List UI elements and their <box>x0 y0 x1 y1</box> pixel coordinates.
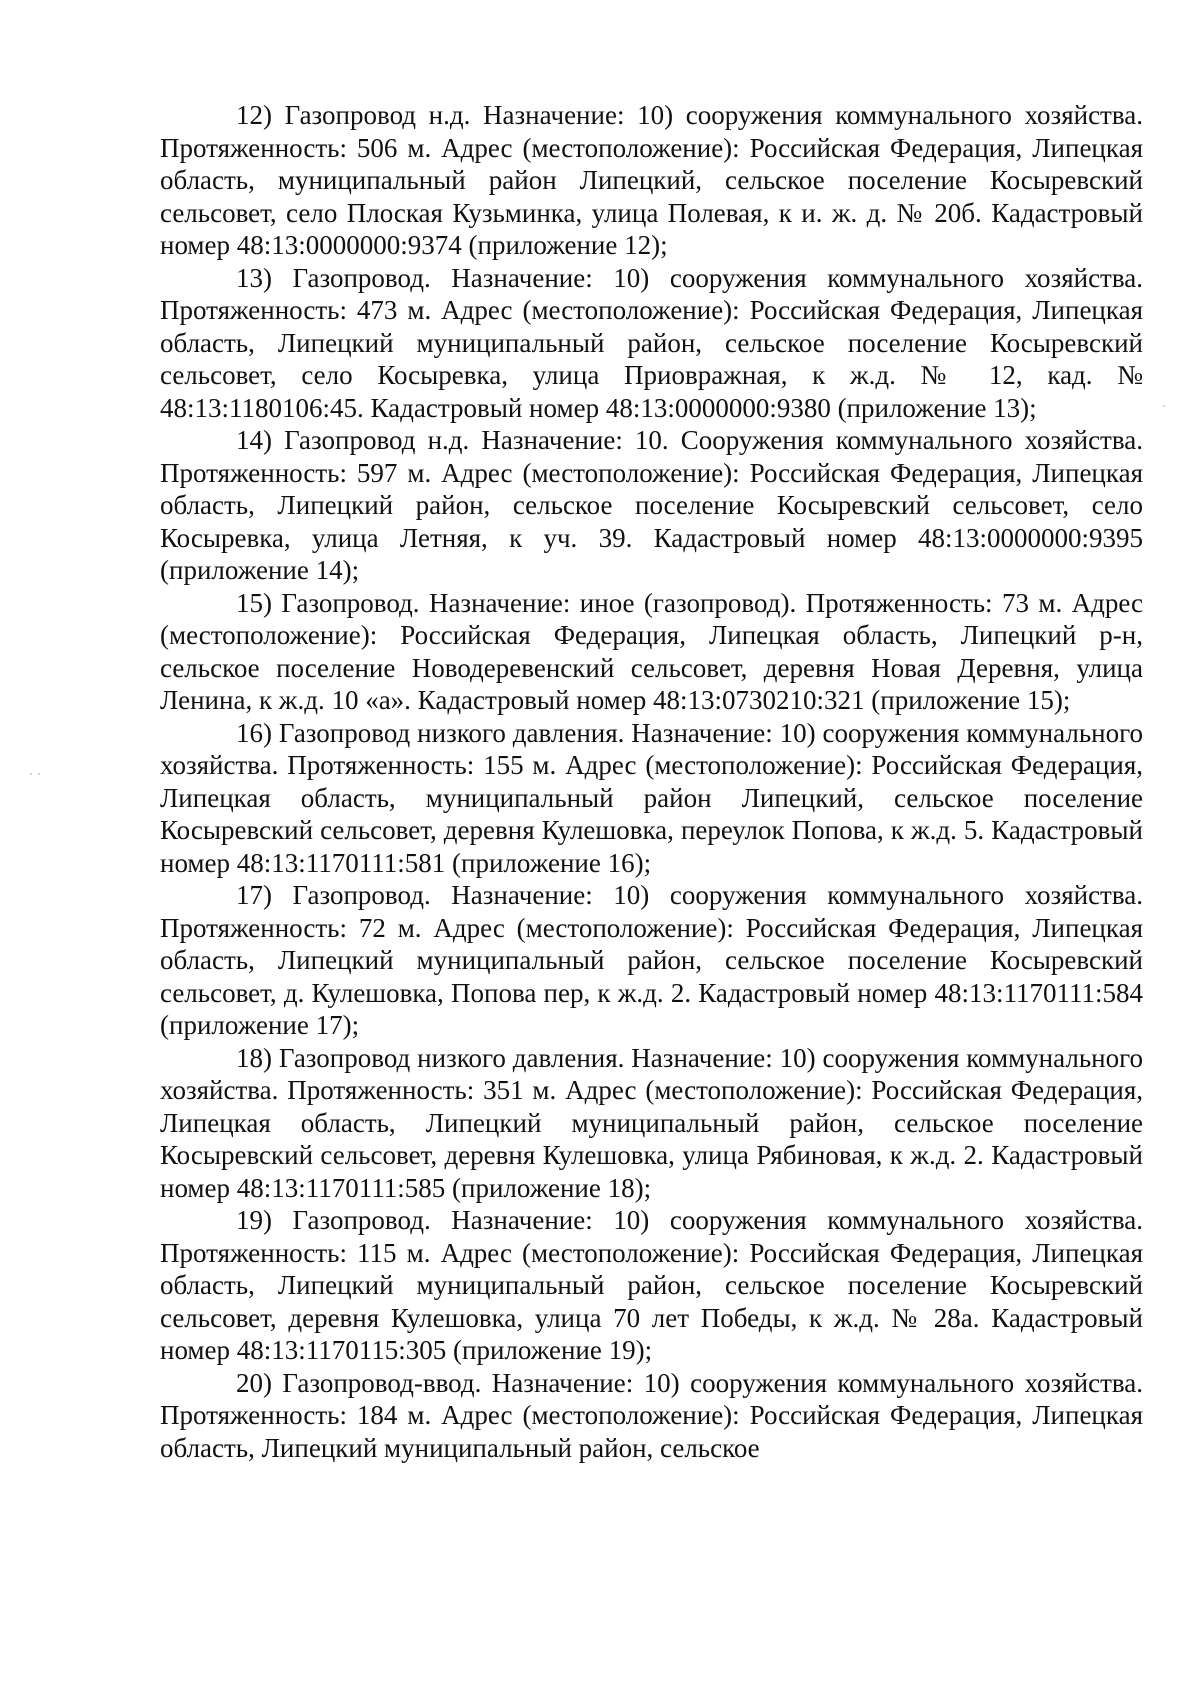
list-item-19: 19) Газопровод. Назначение: 10) сооружения коммунального хозяйства. Протяженность: 115 м. Адрес (местоположение): Российская Федерация, Липецкая область, Липецкий муниципальный район, сельское поселение Косыревский сельсовет, деревня Кулешовка, улица 70 лет Победы, к ж.д. № 28а. Кадастровый номер 48:13:1170115:305 (приложение 19); <box>160 1205 1143 1365</box>
list-item-20: 20) Газопровод-ввод. Назначение: 10) сооружения коммунального хозяйства. Протяженность: 184 м. Адрес (местоположение): Российская Федерация, Липецкая область, Липецкий муниципальный район, сельское <box>160 1367 1143 1463</box>
scan-speck <box>1163 405 1165 407</box>
list-item-15: 15) Газопровод. Назначение: иное (газопровод). Протяженность: 73 м. Адрес (местоположение): Российская Федерация, Липецкая область, Липецкий р-н, сельское поселение Новодеревенский сельсовет, деревня Новая Деревня, улица Ленина, к ж.д. 10 «а». Кадастровый номер 48:13:0730210:321 (приложение 15); <box>160 587 1143 715</box>
document-body <box>160 99 1143 1464</box>
scan-speck <box>38 773 40 775</box>
list-item-12: 12) Газопровод н.д. Назначение: 10) сооружения коммунального хозяйства. Протяженность: 506 м. Адрес (местоположение): Российская Федерация, Липецкая область, муниципальный район Липецкий, сельское поселение Косыревский сельсовет, село Плоская Кузьминка, улица Полевая, к и. ж. д. № 20б. Кадастровый номер 48:13:0000000:9374 (приложение 12); <box>160 100 1143 260</box>
list-item-14: 14) Газопровод н.д. Назначение: 10. Сооружения коммунального хозяйства. Протяженность: 597 м. Адрес (местоположение): Российская Федерация, Липецкая область, Липецкий район, сельское поселение Косыревский сельсовет, село Косыревка, улица Летняя, к уч. 39. Кадастровый номер 48:13:0000000:9395 (приложение 14); <box>160 425 1143 585</box>
list-item-17: 17) Газопровод. Назначение: 10) сооружения коммунального хозяйства. Протяженность: 72 м. Адрес (местоположение): Российская Федерация, Липецкая область, Липецкий муниципальный район, сельское поселение Косыревский сельсовет, д. Кулешовка, Попова пер, к ж.д. 2. Кадастровый номер 48:13:1170111:584 (приложение 17); <box>160 880 1143 1040</box>
list-item-18: 18) Газопровод низкого давления. Назначение: 10) сооружения коммунального хозяйства. Протяженность: 351 м. Адрес (местоположение): Российская Федерация, Липецкая область, Липецкий муниципальный район, сельское поселение Косыревский сельсовет, деревня Кулешовка, улица Рябиновая, к ж.д. 2. Кадастровый номер 48:13:1170111:585 (приложение 18); <box>160 1042 1143 1203</box>
list-item-16: 16) Газопровод низкого давления. Назначение: 10) сооружения коммунального хозяйства. Протяженность: 155 м. Адрес (местоположение): Российская Федерация, Липецкая область, муниципальный район Липецкий, сельское поселение Косыревский сельсовет, деревня Кулешовка, переулок Попова, к ж.д. 5. Кадастровый номер 48:13:1170111:581 (приложение 16); <box>160 717 1143 878</box>
list-item-13: 13) Газопровод. Назначение: 10) сооружения коммунального хозяйства. Протяженность: 473 м. Адрес (местоположение): Российская Федерация, Липецкая область, Липецкий муниципальный район, сельское поселение Косыревский сельсовет, село Косыревка, улица Приовражная, к ж.д. № 12, кад. № 48:13:1180106:45. Кадастровый номер 48:13:0000000:9380 (приложение 13); <box>160 262 1143 423</box>
scan-speck <box>30 773 32 775</box>
